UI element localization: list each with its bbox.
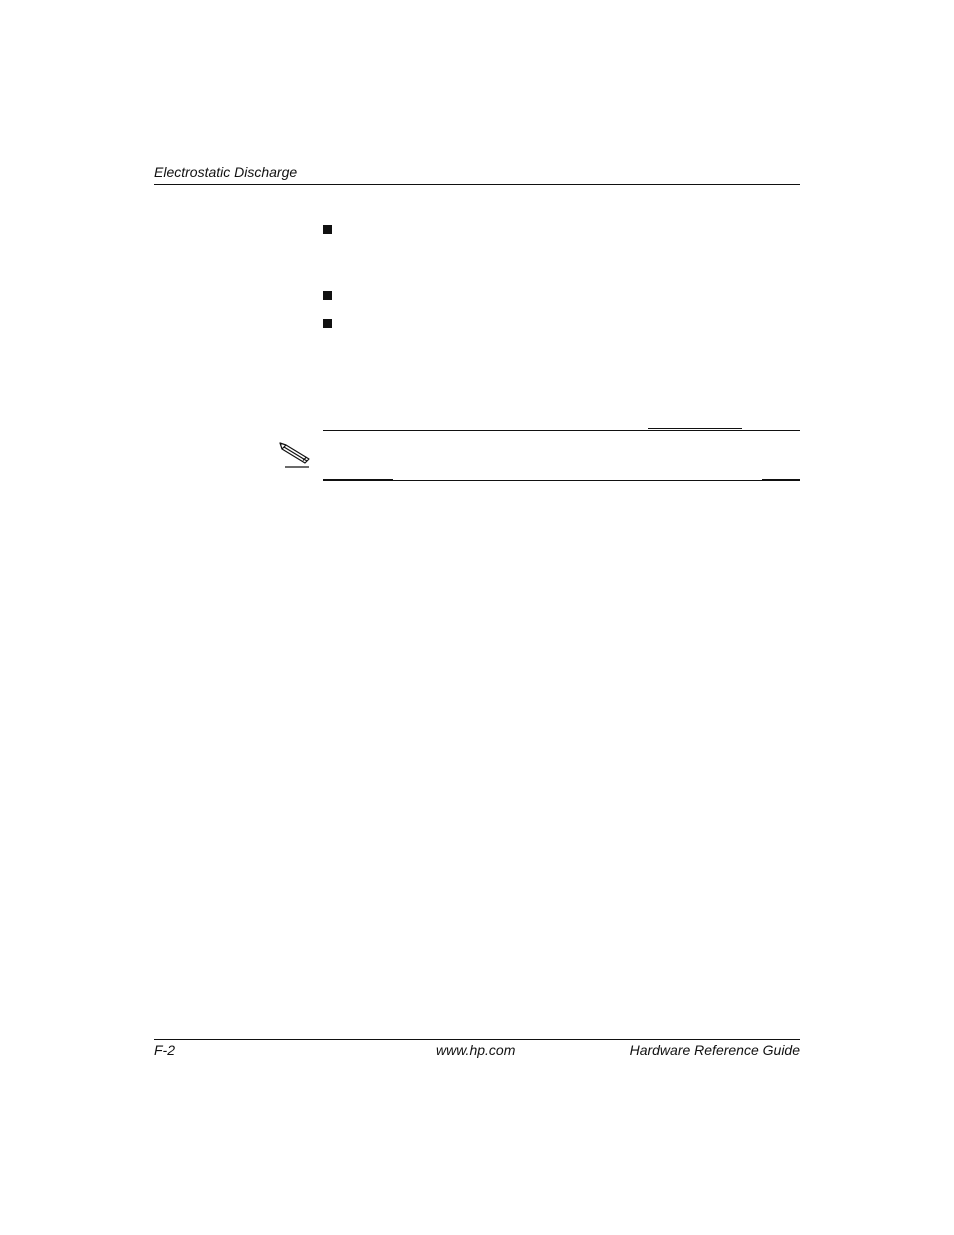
footer-divider [154,1039,800,1040]
note-bottom-divider [323,480,800,481]
note-bottom-divider-accent [323,479,393,480]
footer-url: www.hp.com [436,1042,516,1058]
note-top-divider [323,430,800,431]
note-top-divider-accent [648,428,742,429]
section-title: Electrostatic Discharge [154,164,298,180]
guide-title: Hardware Reference Guide [629,1042,800,1058]
square-bullet-icon [323,291,332,300]
square-bullet-icon [323,225,332,234]
page-number: F-2 [154,1042,175,1058]
square-bullet-icon [323,319,332,328]
pencil-note-icon [279,439,313,469]
header-divider [154,184,800,185]
note-bottom-divider-accent [762,479,800,480]
